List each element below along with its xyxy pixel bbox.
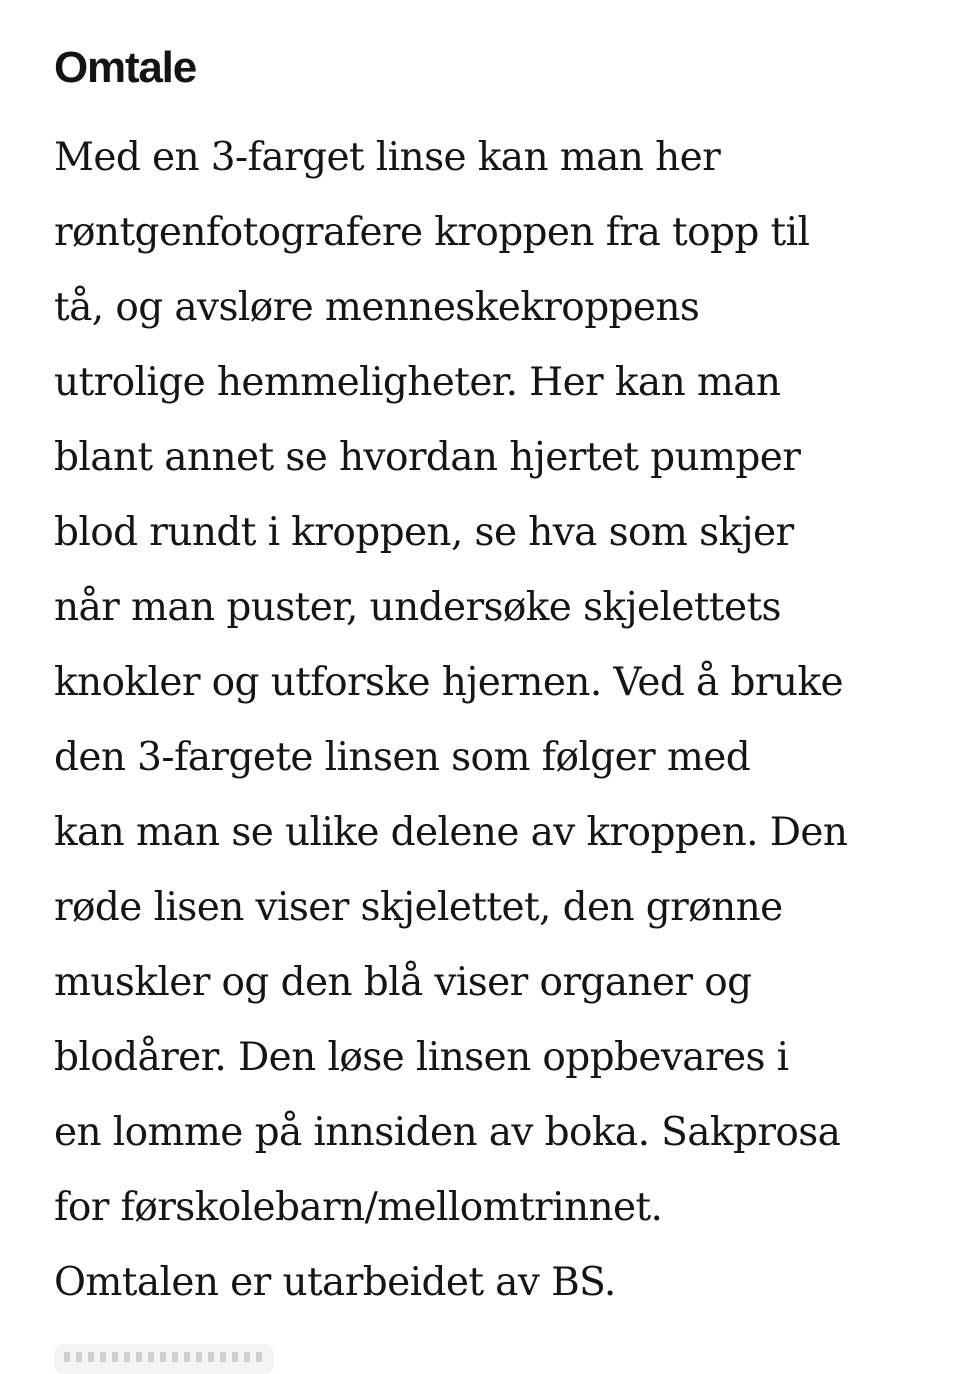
review-line: blod rundt i kroppen, se hva som skjer [54, 510, 794, 555]
review-line: blodårer. Den løse linsen oppbevares i [54, 1035, 789, 1080]
review-line: Omtalen er utarbeidet av BS. [54, 1260, 616, 1305]
cut-off-text [64, 1352, 264, 1362]
review-line: kan man se ulike delene av kroppen. Den [54, 810, 848, 855]
review-line: når man puster, undersøke skjelettets [54, 585, 781, 630]
review-text [54, 120, 934, 1320]
partially-visible-element [54, 1344, 274, 1374]
review-line: røntgenfotografere kroppen fra topp til [54, 210, 810, 255]
review-line: den 3-fargete linsen som følger med [54, 735, 751, 780]
review-line: tå, og avsløre menneskekroppens [54, 285, 700, 330]
review-line: røde lisen viser skjelettet, den grønne [54, 885, 783, 930]
review-line: muskler og den blå viser organer og [54, 960, 752, 1005]
review-line: knokler og utforske hjernen. Ved å bruke [54, 660, 843, 705]
review-heading: Omtale [54, 43, 196, 92]
review-line: en lomme på innsiden av boka. Sakprosa [54, 1110, 841, 1155]
review-line: utrolige hemmeligheter. Her kan man [54, 360, 781, 405]
review-line: for førskolebarn/mellomtrinnet. [54, 1185, 663, 1230]
review-line: Med en 3-farget linse kan man her [54, 135, 721, 180]
review-line: blant annet se hvordan hjertet pumper [54, 435, 801, 480]
